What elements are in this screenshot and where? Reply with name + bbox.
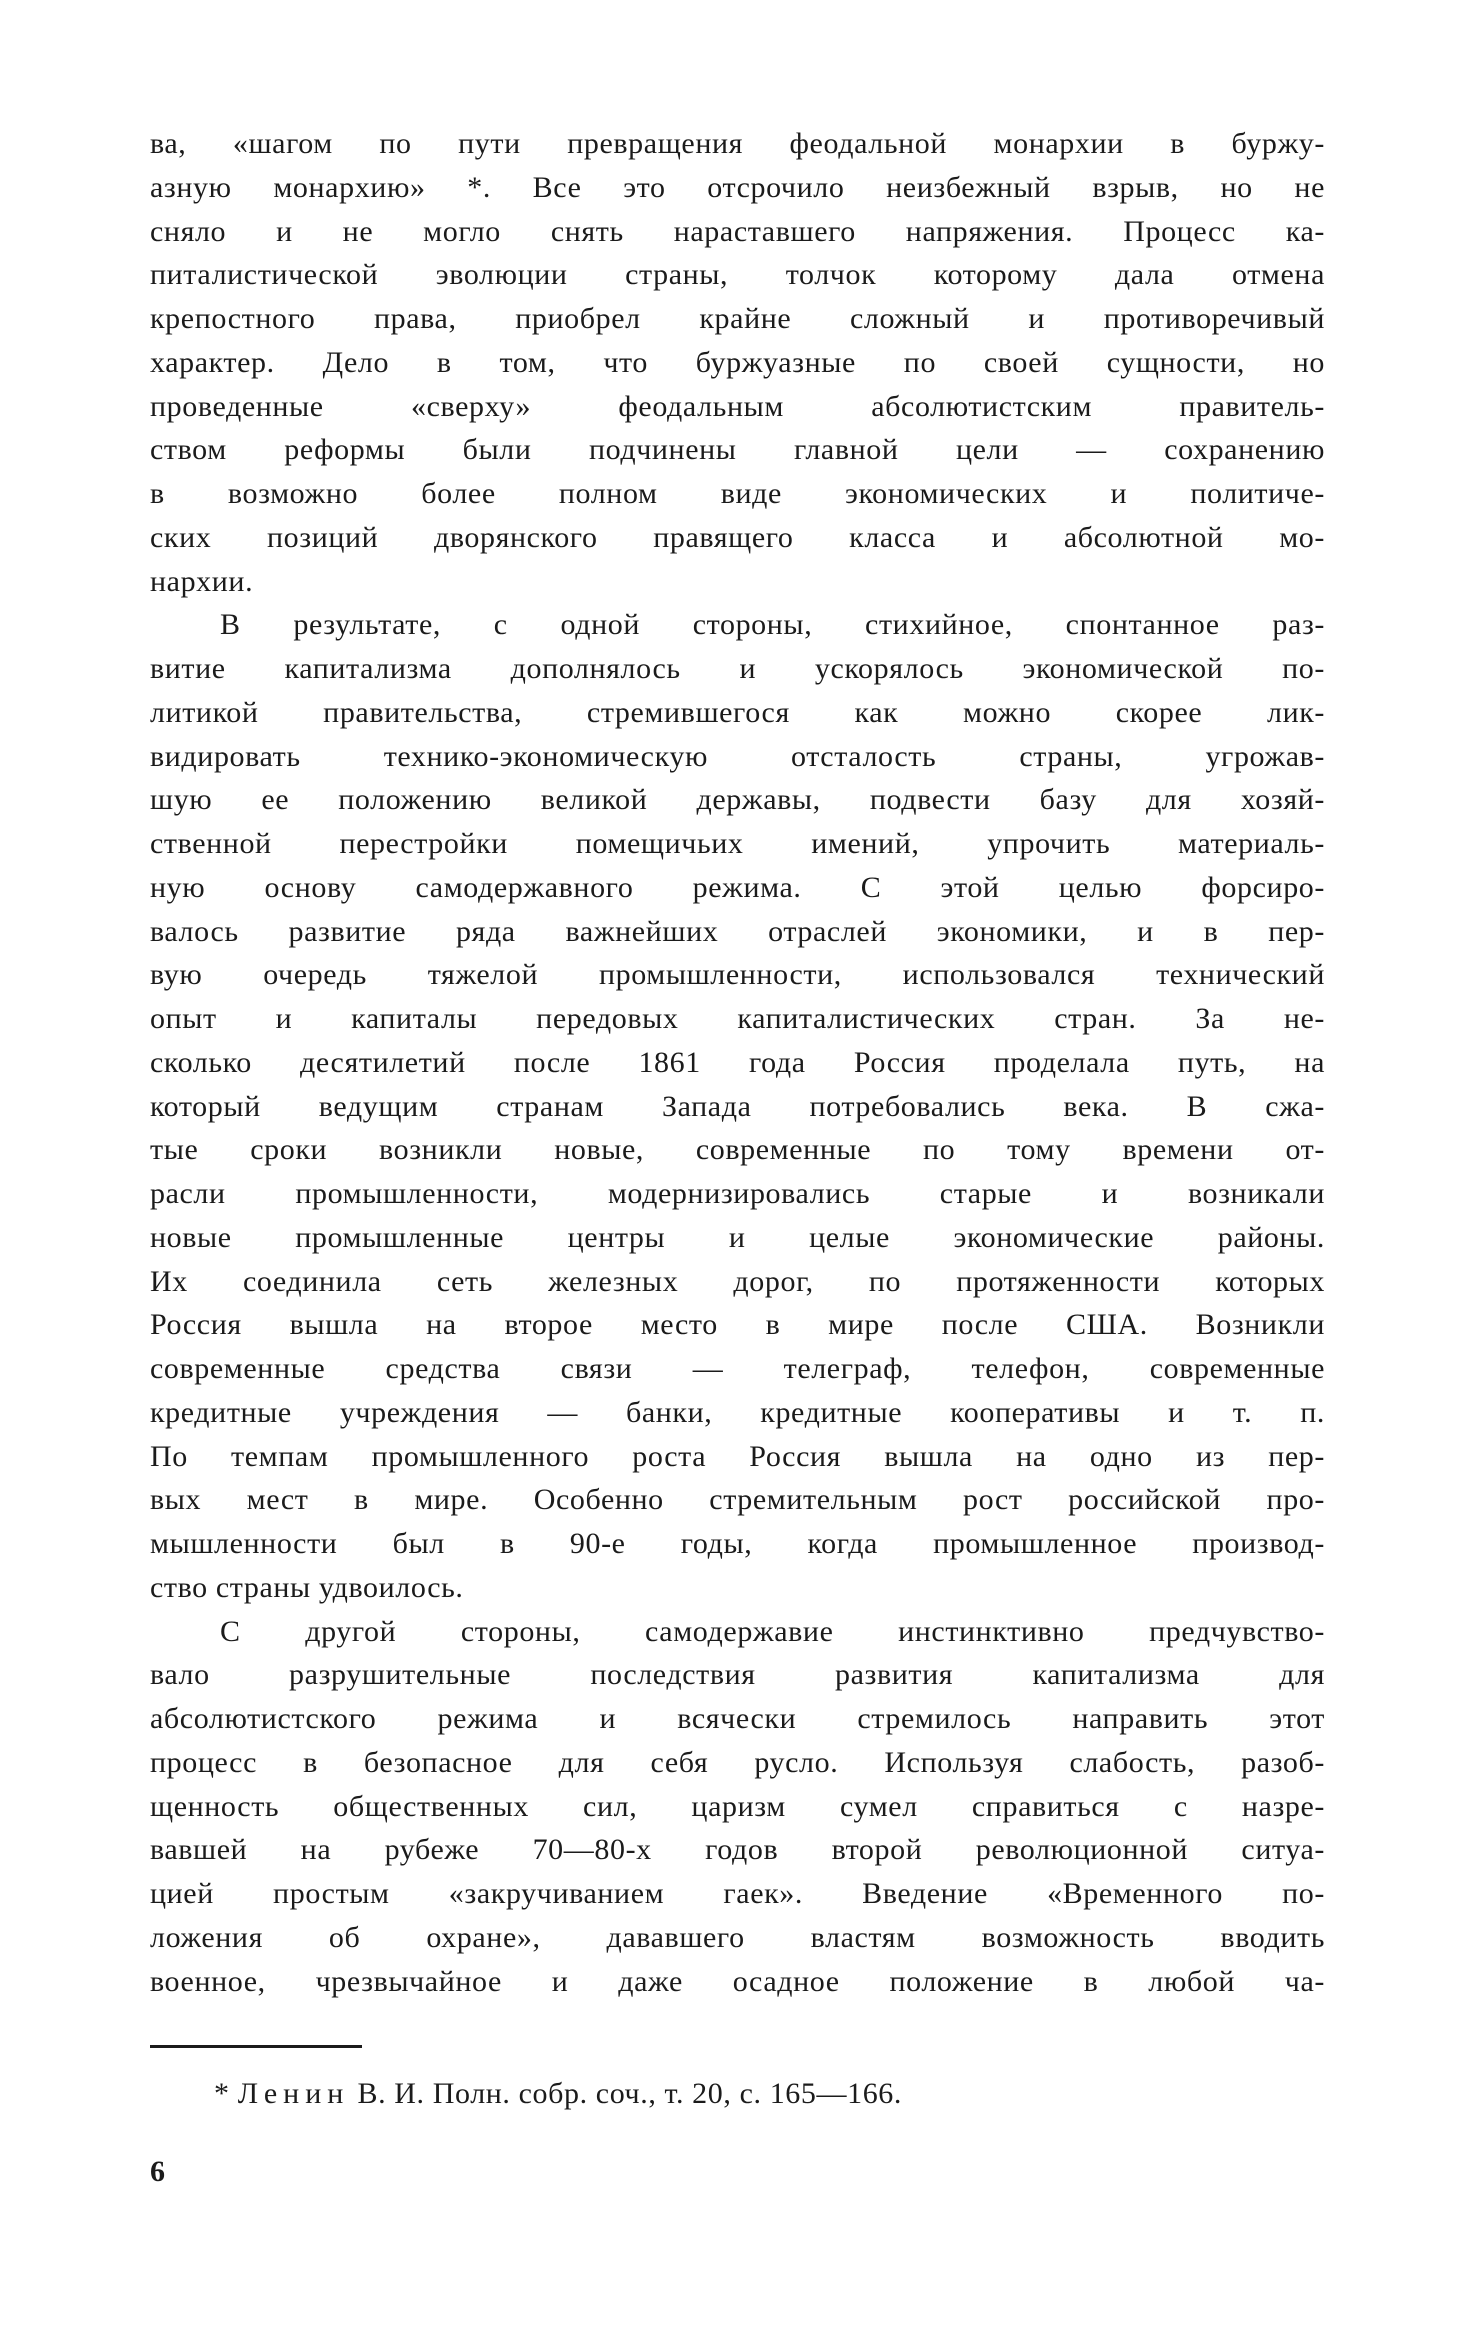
text-line: нархии. xyxy=(150,564,254,598)
text-line: цией простым «закручиванием гаек». Введение «Временного по- xyxy=(150,1877,1325,1910)
text-line: витие капитализма дополнялось и ускорялось экономической по- xyxy=(150,652,1325,685)
text-line: С другой стороны, самодержавие инстинктивно предчувство- xyxy=(220,1614,1325,1648)
text-line: вых мест в мире. Особенно стремительным рост российской про- xyxy=(150,1483,1325,1517)
text-line: валось развитие ряда важнейших отраслей экономики, и в пер- xyxy=(150,914,1325,948)
text-line: в возможно более полном виде экономических и политиче- xyxy=(150,477,1325,510)
text-line: характер. Дело в том, что буржуазные по своей сущности, но xyxy=(150,345,1325,379)
text-line: вало разрушительные последствия развития капитализма для xyxy=(150,1658,1325,1692)
text-line: видировать технико-экономическую отсталость страны, угрожав- xyxy=(150,739,1325,773)
text-line: крепостного права, приобрел крайне сложный и противоречивый xyxy=(150,302,1325,335)
body-text xyxy=(150,122,1325,2003)
page-number: 6 xyxy=(150,2155,165,2188)
text-line: вавшей на рубеже 70—80-х годов второй революционной ситуа- xyxy=(150,1833,1325,1867)
text-line: кредитные учреждения — банки, кредитные кооперативы и т. п. xyxy=(150,1395,1325,1429)
text-line: ложения об охране», дававшего властям возможность вводить xyxy=(150,1920,1325,1954)
footnote-divider xyxy=(150,2045,362,2048)
text-line: азную монархию» *. Все это отсрочило неизбежный взрыв, но не xyxy=(150,170,1325,204)
footnote-author: Ленин xyxy=(237,2077,350,2110)
text-line: ва, «шагом по пути превращения феодальной монархии в буржу- xyxy=(150,127,1325,160)
text-line: абсолютистского режима и всячески стремилось направить этот xyxy=(150,1702,1325,1735)
text-line: ством реформы были подчинены главной цели — сохранению xyxy=(150,433,1325,467)
text-line: Их соединила сеть железных дорог, по протяженности которых xyxy=(150,1264,1325,1298)
text-line: мышленности был в 90-е годы, когда промышленное производ- xyxy=(150,1527,1325,1560)
text-line: литикой правительства, стремившегося как можно скорее лик- xyxy=(150,695,1325,729)
text-line: вую очередь тяжелой промышленности, использовался технический xyxy=(150,958,1325,992)
text-line: военное, чрезвычайное и даже осадное положение в любой ча- xyxy=(150,1964,1325,1998)
text-line: расли промышленности, модернизировались старые и возникали xyxy=(150,1177,1325,1210)
footnote-marker: * xyxy=(214,2077,230,2110)
text-line: новые промышленные центры и целые экономические районы. xyxy=(150,1220,1325,1254)
text-line: шую ее положению великой державы, подвести базу для хозяй- xyxy=(150,783,1325,817)
text-line: тые сроки возникли новые, современные по тому времени от- xyxy=(150,1133,1325,1167)
text-line: процесс в безопасное для себя русло. Используя слабость, разоб- xyxy=(150,1745,1325,1779)
text-line: ную основу самодержавного режима. С этой целью форсиро- xyxy=(150,870,1325,904)
text-line: сколько десятилетий после 1861 года Россия проделала путь, на xyxy=(150,1045,1325,1079)
text-line: питалистической эволюции страны, толчок которому дала отмена xyxy=(150,258,1325,292)
text-line: Россия вышла на второе место в мире после США. Возникли xyxy=(150,1308,1325,1342)
footnote xyxy=(214,2072,902,2116)
text-line: щенность общественных сил, царизм сумел справиться с назре- xyxy=(150,1789,1325,1823)
text-line: опыт и капиталы передовых капиталистических стран. За не- xyxy=(150,1002,1325,1035)
text-line: ство страны удвоилось. xyxy=(150,1570,464,1604)
text-line: который ведущим странам Запада потребовались века. В сжа- xyxy=(150,1089,1325,1123)
text-line: По темпам промышленного роста Россия вышла на одно из пер- xyxy=(150,1439,1325,1473)
footnote-citation: В. И. Полн. собр. соч., т. 20, с. 165—166. xyxy=(357,2077,902,2110)
text-line: проведенные «сверху» феодальным абсолютистским правитель- xyxy=(150,389,1325,423)
text-line: сняло и не могло снять нараставшего напряжения. Процесс ка- xyxy=(150,214,1325,248)
text-line: В результате, с одной стороны, стихийное, спонтанное раз- xyxy=(220,608,1325,642)
text-line: ских позиций дворянского правящего класса и абсолютной мо- xyxy=(150,520,1325,554)
text-line: современные средства связи — телеграф, телефон, современные xyxy=(150,1352,1325,1385)
text-line: ственной перестройки помещичьих имений, упрочить материаль- xyxy=(150,827,1325,860)
